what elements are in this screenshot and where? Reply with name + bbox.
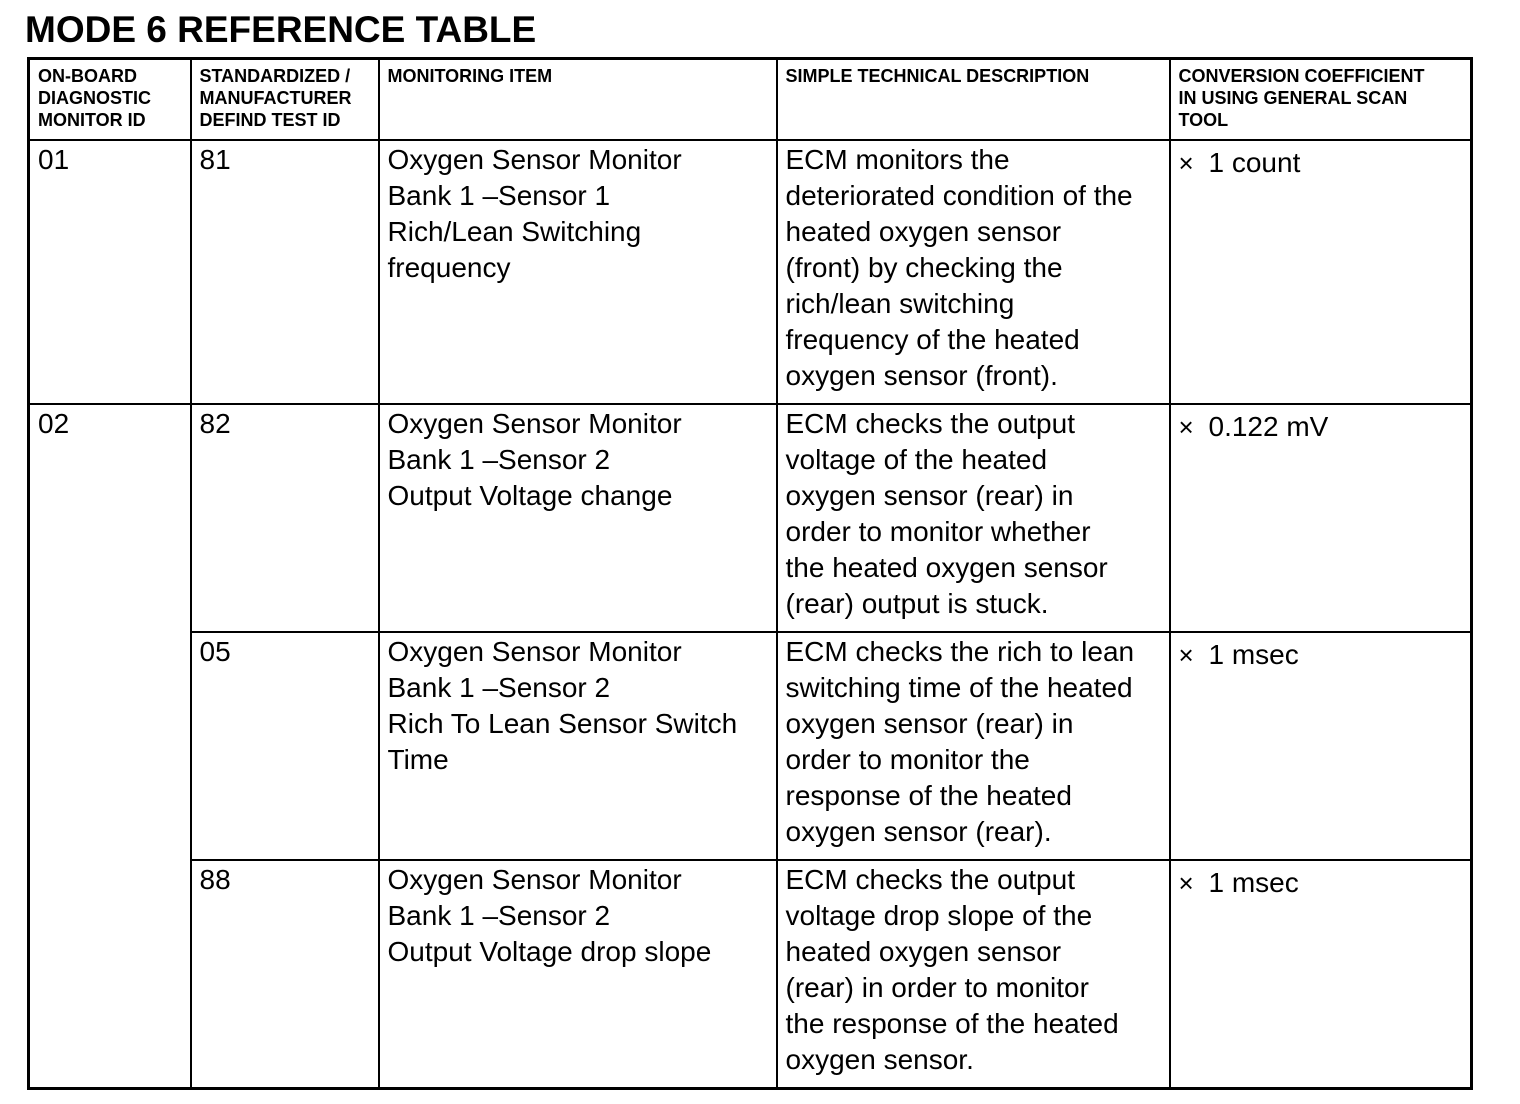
reference-table: [27, 57, 1473, 1090]
coefficient-value: 1 msec: [1208, 639, 1299, 670]
description-cell: ECM monitors the deteriorated condition of the heated oxygen sensor (front) by checking the rich/lean switching frequency of the heated oxygen sensor (front).: [777, 140, 1170, 404]
table-row: [29, 632, 1472, 860]
coefficient-cell: [1170, 632, 1472, 860]
multiply-icon: ×: [1178, 868, 1194, 898]
header-monitor-id: ON-BOARD DIAGNOSTIC MONITOR ID: [29, 59, 191, 141]
test-id-cell: 82: [191, 404, 379, 632]
monitor-id-cell: 02: [29, 404, 191, 1088]
coefficient-cell: [1170, 860, 1472, 1088]
header-monitoring-item: MONITORING ITEM: [379, 59, 777, 141]
test-id-cell: 05: [191, 632, 379, 860]
table-row: [29, 860, 1472, 1088]
header-test-id: STANDARDIZED / MANUFACTURER DEFIND TEST ID: [191, 59, 379, 141]
description-cell: ECM checks the output voltage of the heated oxygen sensor (rear) in order to monitor whether the heated oxygen sensor (rear) output is stuck.: [777, 404, 1170, 632]
coefficient-cell: [1170, 404, 1472, 632]
monitoring-item-cell: Oxygen Sensor Monitor Bank 1 –Sensor 2 Rich To Lean Sensor Switch Time: [379, 632, 777, 860]
header-row: [29, 59, 1472, 141]
multiply-icon: ×: [1178, 412, 1194, 442]
header-description: SIMPLE TECHNICAL DESCRIPTION: [777, 59, 1170, 141]
coefficient-cell: [1170, 140, 1472, 404]
table-header: [29, 59, 1472, 141]
multiply-icon: ×: [1178, 148, 1194, 178]
monitoring-item-cell: Oxygen Sensor Monitor Bank 1 –Sensor 2 Output Voltage drop slope: [379, 860, 777, 1088]
page-title: MODE 6 REFERENCE TABLE: [25, 9, 537, 50]
coefficient-value: 1 count: [1208, 147, 1301, 178]
coefficient-value: 1 msec: [1208, 867, 1299, 898]
description-cell: ECM checks the rich to lean switching time of the heated oxygen sensor (rear) in order to monitor the response of the heated oxygen sensor (rear).: [777, 632, 1170, 860]
multiply-icon: ×: [1178, 640, 1194, 670]
table-body: [29, 140, 1472, 1088]
monitor-id-cell: 01: [29, 140, 191, 404]
monitoring-item-cell: Oxygen Sensor Monitor Bank 1 –Sensor 2 Output Voltage change: [379, 404, 777, 632]
table-row: [29, 404, 1472, 632]
description-cell: ECM checks the output voltage drop slope of the heated oxygen sensor (rear) in order to monitor the response of the heated oxygen sensor.: [777, 860, 1170, 1088]
test-id-cell: 88: [191, 860, 379, 1088]
monitoring-item-cell: Oxygen Sensor Monitor Bank 1 –Sensor 1 Rich/Lean Switching frequency: [379, 140, 777, 404]
header-coefficient: CONVERSION COEFFICIENT IN USING GENERAL SCAN TOOL: [1170, 59, 1472, 141]
coefficient-value: 0.122 mV: [1208, 411, 1329, 442]
table-row: [29, 140, 1472, 404]
test-id-cell: 81: [191, 140, 379, 404]
